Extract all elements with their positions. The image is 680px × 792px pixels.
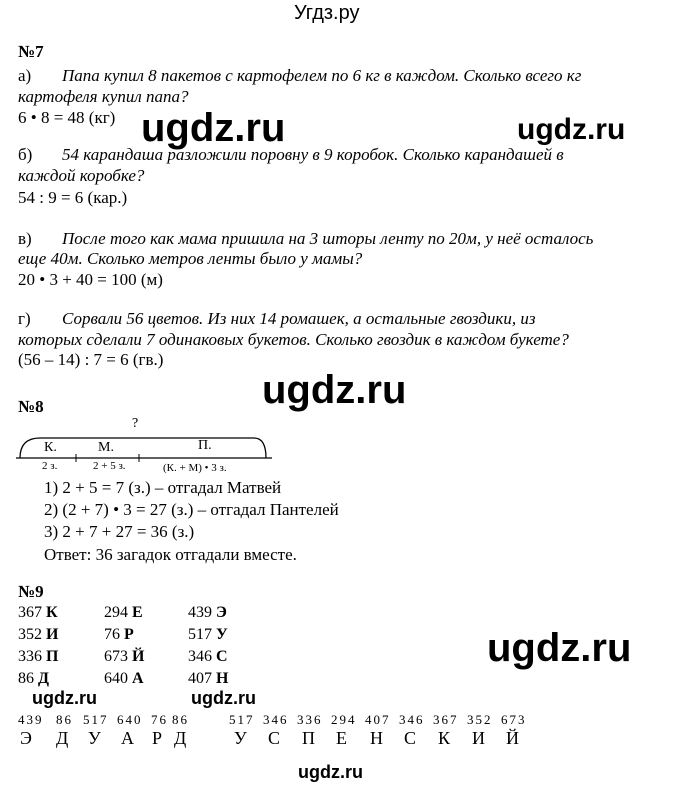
- diagram-p-value: (К. + М) • 3 з.: [163, 462, 227, 474]
- decode-letter: Э: [20, 728, 37, 748]
- decode-letter: Н: [370, 728, 388, 748]
- decode-number: 517: [83, 712, 109, 727]
- decode-number: 86: [172, 712, 189, 727]
- decode-number: 439: [18, 712, 44, 727]
- decode-number: 367: [433, 712, 459, 727]
- diagram-k: К.: [44, 440, 57, 455]
- decode-letter: Д: [56, 728, 74, 748]
- watermark: ugdz.ru: [298, 762, 363, 782]
- watermark: ugdz.ru: [141, 106, 286, 150]
- decode-number: 346: [399, 712, 425, 727]
- task8-step: 2) (2 + 7) • 3 = 27 (з.) – отгадал Пантелей: [44, 500, 339, 519]
- task8-answer: Ответ: 36 загадок отгадали вместе.: [44, 545, 297, 564]
- code-entry: 76 Р: [104, 626, 134, 643]
- task7a-text: картофеля купил папа?: [18, 87, 189, 106]
- diagram-m: М.: [98, 440, 114, 455]
- task7a-text: Папа купил 8 пакетов с картофелем по 6 кг в каждом. Сколько всего кг: [62, 66, 582, 85]
- task7v-label: в): [18, 229, 32, 248]
- diagram-p: П.: [198, 438, 212, 453]
- code-entry: 86 Д: [18, 670, 50, 687]
- task8-title: №8: [18, 397, 44, 416]
- code-entry: 640 А: [104, 670, 144, 687]
- code-entry: 346 С: [188, 648, 228, 665]
- decode-number: 640: [117, 712, 143, 727]
- decode-number: 352: [467, 712, 493, 727]
- task7b-answer: 54 : 9 = 6 (кар.): [18, 188, 128, 207]
- watermark: ugdz.ru: [262, 368, 407, 412]
- decode-number: 517: [229, 712, 255, 727]
- decode-letter: Е: [336, 728, 352, 748]
- diagram-question: ?: [132, 416, 139, 431]
- task9-title: №9: [18, 582, 44, 601]
- decode-letter: П: [302, 728, 320, 748]
- code-entry: 336 П: [18, 648, 59, 665]
- task8-step: 1) 2 + 5 = 7 (з.) – отгадал Матвей: [44, 478, 282, 497]
- decode-letter: К: [438, 728, 456, 748]
- decode-letter: Й: [506, 728, 524, 748]
- decode-letter: У: [88, 728, 106, 748]
- watermark: ugdz.ru: [191, 688, 256, 708]
- task7-title: №7: [18, 42, 44, 61]
- decode-letter: Д: [174, 728, 192, 748]
- decode-number: 76: [151, 712, 168, 727]
- task7b-text: каждой коробке?: [18, 166, 145, 185]
- decode-letter: И: [472, 728, 490, 748]
- decode-number: 346: [263, 712, 289, 727]
- decode-number: 407: [365, 712, 391, 727]
- watermark: ugdz.ru: [487, 626, 632, 670]
- decode-number: 336: [297, 712, 323, 727]
- task7b-label: б): [18, 145, 33, 164]
- code-entry: 439 Э: [188, 604, 227, 621]
- decode-letter: Р: [152, 728, 168, 748]
- task7a-label: а): [18, 66, 32, 85]
- task7v-text: После того как мама пришила на 3 шторы ленту по 20м, у неё осталось: [62, 229, 594, 248]
- site-header[interactable]: Угдз.ру: [294, 2, 360, 24]
- code-entry: 673 Й: [104, 648, 145, 665]
- code-entry: 352 И: [18, 626, 59, 643]
- code-entry: 294 Е: [104, 604, 143, 621]
- diagram-m-value: 2 + 5 з.: [93, 460, 126, 472]
- decode-letter: У: [234, 728, 252, 748]
- task8-step: 3) 2 + 7 + 27 = 36 (з.): [44, 522, 195, 541]
- task7v-answer: 20 • 3 + 40 = 100 (м): [18, 270, 163, 289]
- decode-letter: С: [404, 728, 422, 748]
- diagram-k-value: 2 з.: [42, 460, 58, 472]
- task7v-text: еще 40м. Сколько метров ленты было у мамы?: [18, 249, 363, 268]
- code-entry: 407 Н: [188, 670, 229, 687]
- task7g-label: г): [18, 309, 31, 328]
- code-entry: 517 У: [188, 626, 228, 643]
- decode-letter: А: [121, 728, 139, 748]
- decode-number: 86: [56, 712, 73, 727]
- decode-letter: С: [268, 728, 286, 748]
- decode-number: 294: [331, 712, 357, 727]
- code-entry: 367 К: [18, 604, 58, 621]
- task7g-answer: (56 – 14) : 7 = 6 (гв.): [18, 350, 164, 369]
- task7b-text: 54 карандаша разложили поровну в 9 коробок. Сколько карандашей в: [62, 145, 564, 164]
- watermark: ugdz.ru: [517, 113, 626, 146]
- task7g-text: Сорвали 56 цветов. Из них 14 ромашек, а остальные гвоздики, из: [62, 309, 536, 328]
- task7g-text: которых сделали 7 одинаковых букетов. Сколько гвоздик в каждом букете?: [18, 330, 569, 349]
- watermark: ugdz.ru: [32, 688, 97, 708]
- task7a-answer: 6 • 8 = 48 (кг): [18, 108, 116, 127]
- decode-number: 673: [501, 712, 527, 727]
